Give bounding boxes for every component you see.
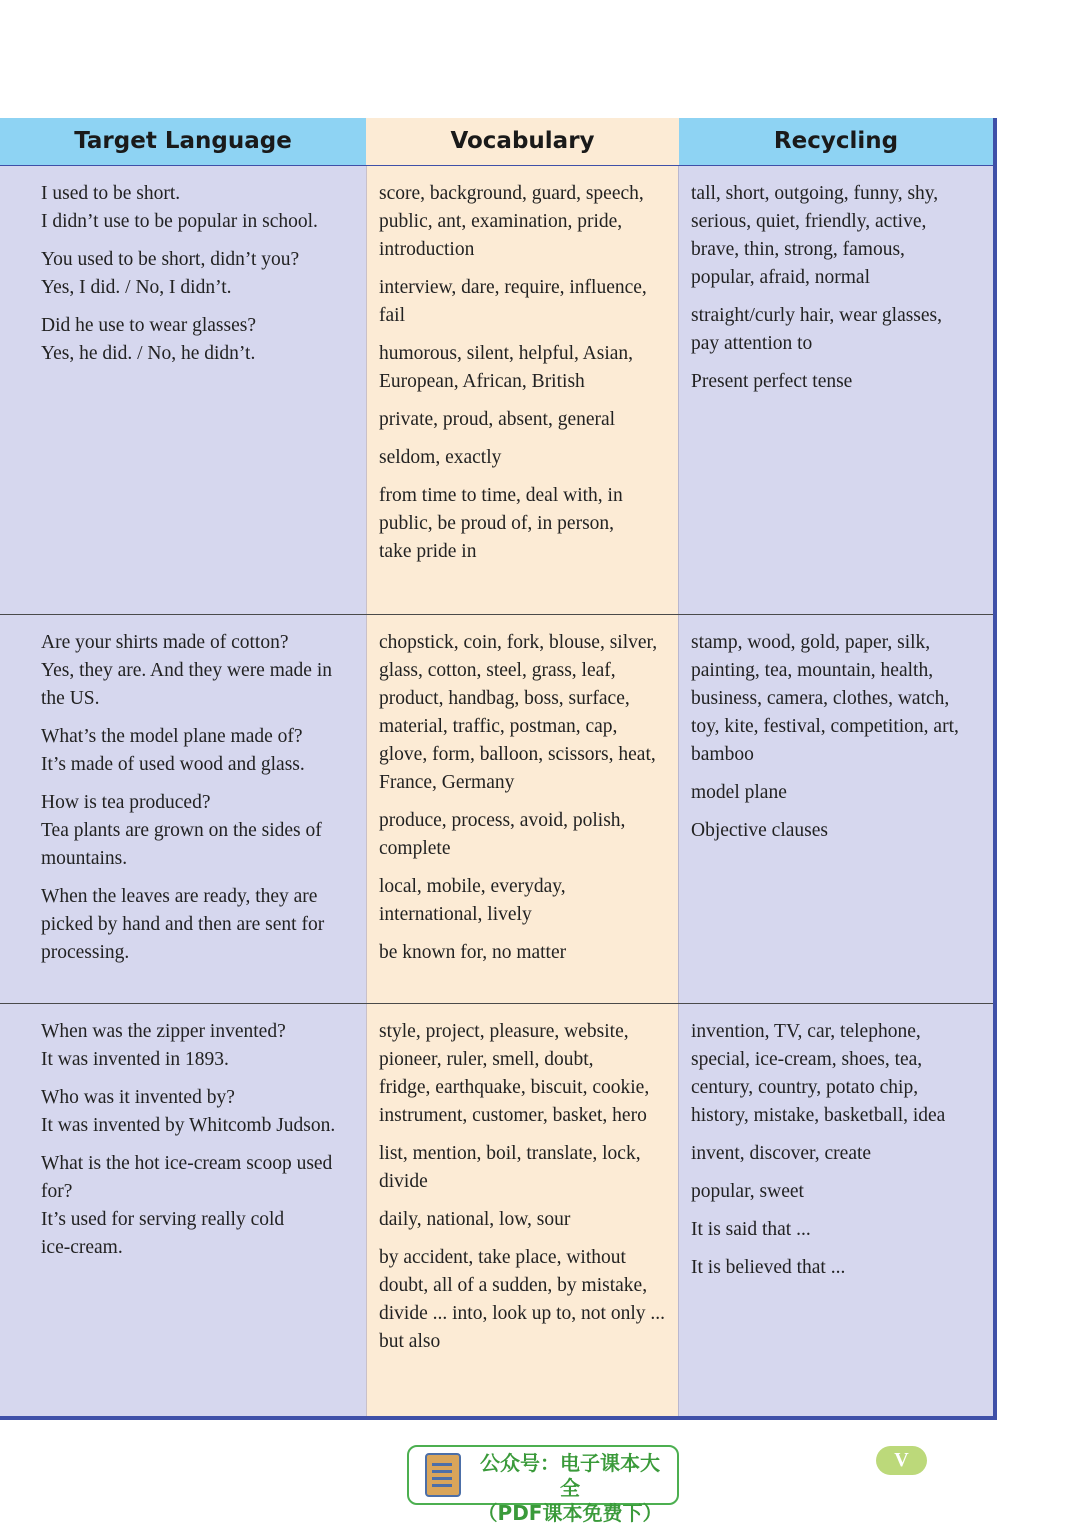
- text-line: popular, afraid, normal: [691, 267, 870, 288]
- text-line: Did he use to wear glasses?: [41, 315, 256, 336]
- text-line: model plane: [691, 782, 787, 803]
- text-line: divide ... into, look up to, not only ...: [379, 1303, 665, 1324]
- badge-text: [471, 1451, 669, 1526]
- text-block: [691, 1216, 985, 1244]
- text-line: complete: [379, 838, 451, 859]
- text-line: picked by hand and then are sent for: [41, 914, 325, 935]
- text-block: [41, 723, 356, 779]
- text-line: popular, sweet: [691, 1181, 804, 1202]
- text-line: It’s made of used wood and glass.: [41, 754, 305, 775]
- target-language-cell: [0, 1004, 366, 1416]
- text-line: style, project, pleasure, website,: [379, 1021, 629, 1042]
- text-line: mountains.: [41, 848, 128, 869]
- text-line: international, lively: [379, 904, 532, 925]
- text-line: but also: [379, 1331, 441, 1352]
- text-line: list, mention, boil, translate, lock,: [379, 1143, 641, 1164]
- wechat-badge: [407, 1445, 679, 1525]
- text-line: instrument, customer, basket, hero: [379, 1105, 647, 1126]
- text-block: [379, 1244, 670, 1356]
- text-block: [379, 1206, 670, 1234]
- text-line: painting, tea, mountain, health,: [691, 660, 934, 681]
- text-line: You used to be short, didn’t you?: [41, 249, 300, 270]
- text-line: brave, thin, strong, famous,: [691, 239, 905, 260]
- text-line: ice-cream.: [41, 1237, 123, 1258]
- text-block: [379, 939, 670, 967]
- text-block: [691, 1254, 985, 1282]
- text-line: produce, process, avoid, polish,: [379, 810, 626, 831]
- text-line: serious, quiet, friendly, active,: [691, 211, 927, 232]
- text-line: I didn’t use to be popular in school.: [41, 211, 318, 232]
- text-line: toy, kite, festival, competition, art,: [691, 716, 959, 737]
- text-block: [41, 312, 356, 368]
- vocabulary-cell: [366, 166, 679, 614]
- text-block: [691, 1018, 985, 1130]
- text-line: It was invented in 1893.: [41, 1049, 229, 1070]
- text-line: I used to be short.: [41, 183, 181, 204]
- text-block: [691, 180, 985, 292]
- text-line: It’s used for serving really cold: [41, 1209, 285, 1230]
- recycling-cell: [679, 615, 993, 1003]
- text-line: What is the hot ice-cream scoop used: [41, 1153, 333, 1174]
- table-header: [0, 118, 993, 166]
- text-line: processing.: [41, 942, 130, 963]
- text-line: business, camera, clothes, watch,: [691, 688, 950, 709]
- text-line: Yes, he did. / No, he didn’t.: [41, 343, 256, 364]
- text-line: pay attention to: [691, 333, 813, 354]
- text-line: for?: [41, 1181, 73, 1202]
- table-row: [0, 615, 993, 1003]
- text-line: What’s the model plane made of?: [41, 726, 303, 747]
- text-block: [41, 1084, 356, 1140]
- text-block: [41, 629, 356, 713]
- text-line: France, Germany: [379, 772, 515, 793]
- target-language-cell: [0, 615, 366, 1003]
- header-target-language: Target Language: [0, 118, 366, 165]
- text-line: invention, TV, car, telephone,: [691, 1021, 921, 1042]
- text-line: score, background, guard, speech,: [379, 183, 644, 204]
- text-block: [379, 406, 670, 434]
- text-block: [691, 779, 985, 807]
- vocabulary-cell: [366, 1004, 679, 1416]
- table-row: [0, 1004, 993, 1416]
- text-line: special, ice-cream, shoes, tea,: [691, 1049, 923, 1070]
- text-line: Objective clauses: [691, 820, 828, 841]
- text-block: [691, 1178, 985, 1206]
- text-block: [41, 1150, 356, 1262]
- text-line: Tea plants are grown on the sides of: [41, 820, 322, 841]
- text-line: introduction: [379, 239, 475, 260]
- text-line: pioneer, ruler, smell, doubt,: [379, 1049, 594, 1070]
- text-block: [41, 789, 356, 873]
- text-line: product, handbag, boss, surface,: [379, 688, 630, 709]
- text-line: tall, short, outgoing, funny, shy,: [691, 183, 939, 204]
- text-block: [379, 629, 670, 797]
- text-line: Present perfect tense: [691, 371, 853, 392]
- text-block: [41, 180, 356, 236]
- text-block: [41, 1018, 356, 1074]
- text-block: [379, 873, 670, 929]
- text-line: Yes, I did. / No, I didn’t.: [41, 277, 232, 298]
- text-line: doubt, all of a sudden, by mistake,: [379, 1275, 648, 1296]
- page-number: V: [876, 1446, 927, 1475]
- text-line: interview, dare, require, influence,: [379, 277, 647, 298]
- text-line: When was the zipper invented?: [41, 1021, 286, 1042]
- text-line: stamp, wood, gold, paper, silk,: [691, 632, 931, 653]
- text-line: bamboo: [691, 744, 754, 765]
- vocabulary-cell: [366, 615, 679, 1003]
- text-block: [379, 180, 670, 264]
- text-line: Yes, they are. And they were made in: [41, 660, 332, 681]
- text-block: [379, 482, 670, 566]
- text-line: invent, discover, create: [691, 1143, 872, 1164]
- text-line: straight/curly hair, wear glasses,: [691, 305, 943, 326]
- recycling-cell: [679, 166, 993, 614]
- text-line: take pride in: [379, 541, 477, 562]
- text-line: Are your shirts made of cotton?: [41, 632, 289, 653]
- text-line: history, mistake, basketball, idea: [691, 1105, 946, 1126]
- text-line: material, traffic, postman, cap,: [379, 716, 618, 737]
- text-line: European, African, British: [379, 371, 585, 392]
- text-line: It was invented by Whitcomb Judson.: [41, 1115, 336, 1136]
- badge-line-1: 公众号：电子课本大全: [480, 1451, 660, 1500]
- text-line: seldom, exactly: [379, 447, 502, 468]
- text-block: [379, 444, 670, 472]
- text-block: [691, 302, 985, 358]
- text-block: [379, 1140, 670, 1196]
- text-line: the US.: [41, 688, 100, 709]
- text-block: [691, 368, 985, 396]
- text-line: by accident, take place, without: [379, 1247, 626, 1268]
- text-block: [41, 883, 356, 967]
- text-line: private, proud, absent, general: [379, 409, 616, 430]
- header-recycling: Recycling: [679, 118, 993, 165]
- text-line: humorous, silent, helpful, Asian,: [379, 343, 634, 364]
- text-block: [691, 1140, 985, 1168]
- text-block: [691, 629, 985, 769]
- text-line: glove, form, balloon, scissors, heat,: [379, 744, 656, 765]
- text-line: Who was it invented by?: [41, 1087, 235, 1108]
- text-line: be known for, no matter: [379, 942, 567, 963]
- text-line: fridge, earthquake, biscuit, cookie,: [379, 1077, 650, 1098]
- syllabus-table: [0, 118, 997, 1420]
- text-line: When the leaves are ready, they are: [41, 886, 318, 907]
- text-line: glass, cotton, steel, grass, leaf,: [379, 660, 616, 681]
- header-vocabulary: Vocabulary: [366, 118, 679, 165]
- table-row: [0, 166, 993, 614]
- text-block: [41, 246, 356, 302]
- text-block: [379, 807, 670, 863]
- text-line: public, ant, examination, pride,: [379, 211, 623, 232]
- recycling-cell: [679, 1004, 993, 1416]
- target-language-cell: [0, 166, 366, 614]
- text-line: from time to time, deal with, in: [379, 485, 623, 506]
- text-line: public, be proud of, in person,: [379, 513, 615, 534]
- text-line: daily, national, low, sour: [379, 1209, 571, 1230]
- text-block: [691, 817, 985, 845]
- text-line: divide: [379, 1171, 428, 1192]
- badge-line-2: （PDF课本免费下）: [477, 1501, 663, 1525]
- text-line: It is said that ...: [691, 1219, 811, 1240]
- text-line: It is believed that ...: [691, 1257, 846, 1278]
- text-line: local, mobile, everyday,: [379, 876, 566, 897]
- text-line: fail: [379, 305, 405, 326]
- text-line: How is tea produced?: [41, 792, 211, 813]
- text-block: [379, 340, 670, 396]
- text-line: century, country, potato chip,: [691, 1077, 919, 1098]
- text-block: [379, 274, 670, 330]
- text-line: chopstick, coin, fork, blouse, silver,: [379, 632, 658, 653]
- text-block: [379, 1018, 670, 1130]
- book-icon: [425, 1453, 461, 1497]
